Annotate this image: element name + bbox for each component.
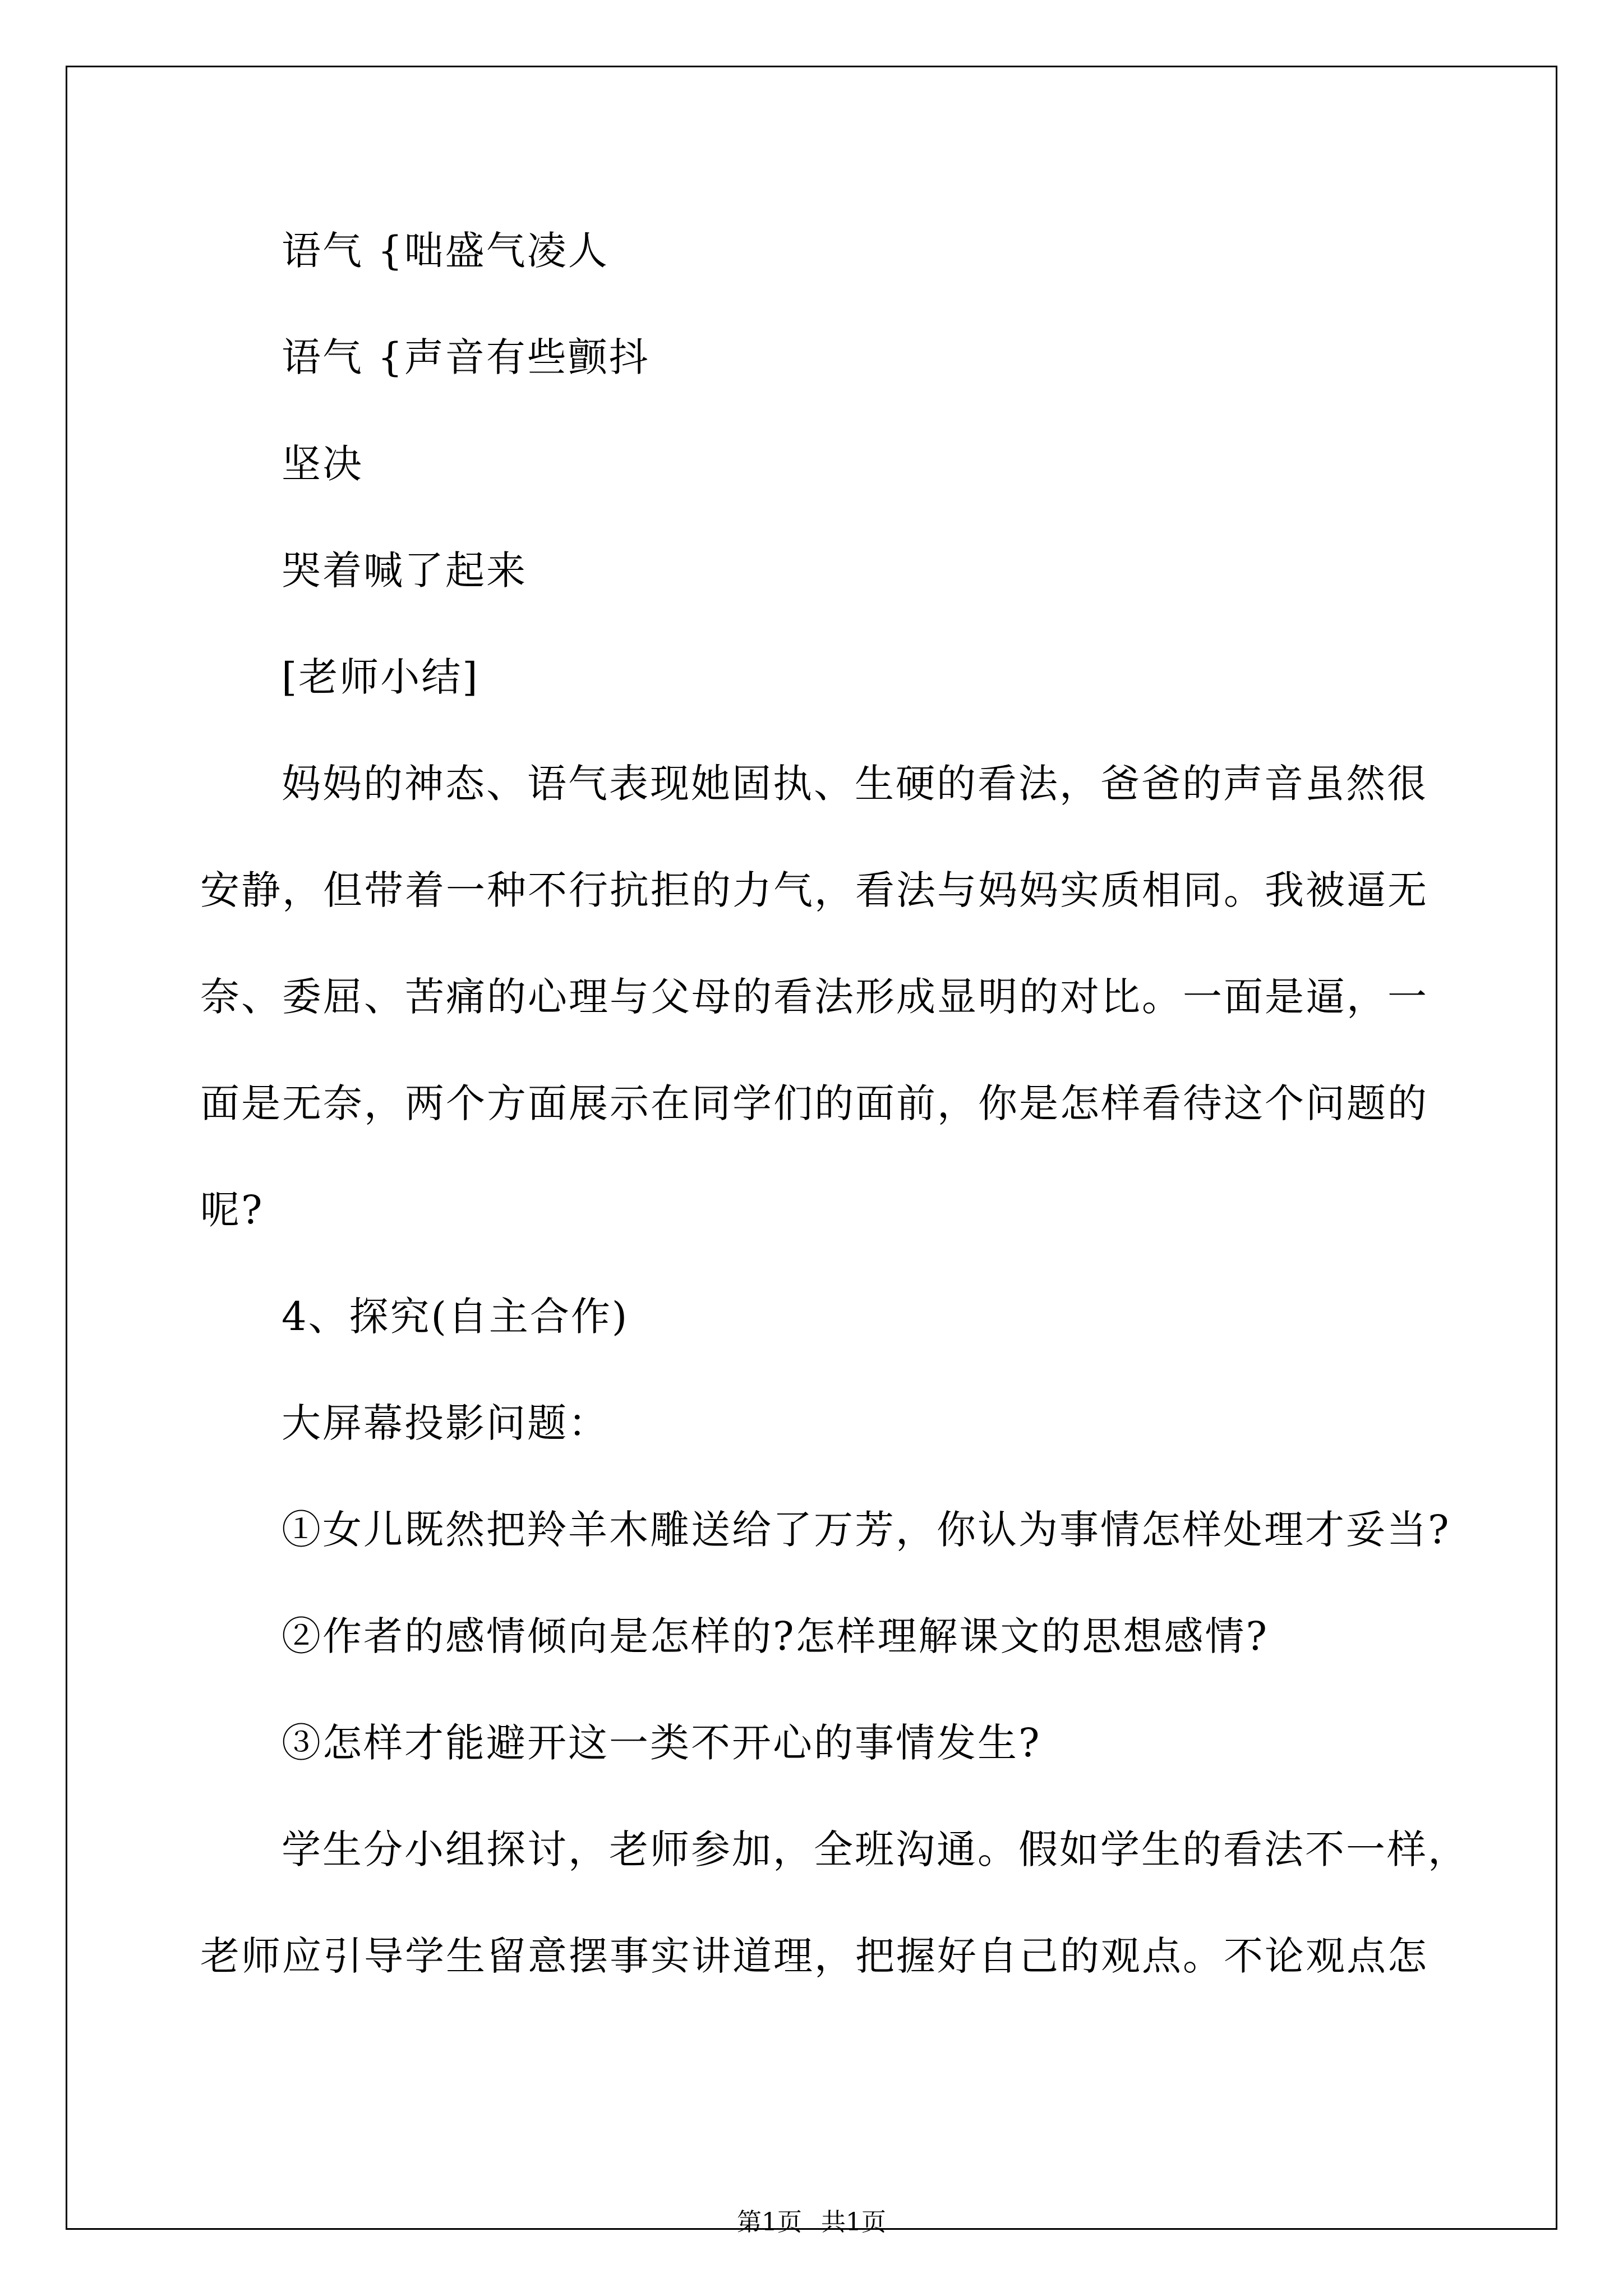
question-3: ③怎样才能避开这一类不开心的事情发生? [282, 1720, 1041, 1766]
paragraph-summary-line-2: 安静，但带着一种不行抗拒的力气，看法与妈妈实质相同。我被逼无 [200, 867, 1428, 913]
section-heading-teacher-summary: [老师小结] [282, 654, 479, 700]
text-line-tone-1: 语气 {咄盛气凌人 [282, 228, 609, 274]
paragraph-summary-line-1: 妈妈的神态、语气表现她固执、生硬的看法，爸爸的声音虽然很 [282, 761, 1428, 807]
section-heading-explore: 4、探究(自主合作) [282, 1294, 629, 1340]
text-line-firm: 坚决 [282, 441, 363, 487]
question-2: ②作者的感情倾向是怎样的?怎样理解课文的思想感情? [282, 1613, 1269, 1659]
text-line-crying: 哭着喊了起来 [282, 547, 527, 593]
question-1: ①女儿既然把羚羊木雕送给了万芳，你认为事情怎样处理才妥当? [282, 1507, 1451, 1553]
paragraph-summary-line-3: 奈、委屈、苦痛的心理与父母的看法形成显明的对比。一面是逼，一 [200, 974, 1428, 1020]
text-line-tone-2: 语气 {声音有些颤抖 [282, 334, 650, 380]
paragraph-discussion-line-2: 老师应引导学生留意摆事实讲道理，把握好自己的观点。不论观点怎 [200, 1933, 1428, 1979]
projection-questions-label: 大屏幕投影问题： [282, 1400, 609, 1446]
current-page-number: 第1页 [737, 2208, 802, 2237]
total-page-count: 共1页 [821, 2208, 886, 2237]
paragraph-discussion-line-1: 学生分小组探讨，老师参加，全班沟通。假如学生的看法不一样， [282, 1826, 1469, 1872]
paragraph-summary-line-5: 呢? [200, 1187, 264, 1233]
page-footer [0, 2206, 1623, 2239]
paragraph-summary-line-4: 面是无奈，两个方面展示在同学们的面前，你是怎样看待这个问题的 [200, 1080, 1428, 1126]
page-border [66, 66, 1557, 2230]
